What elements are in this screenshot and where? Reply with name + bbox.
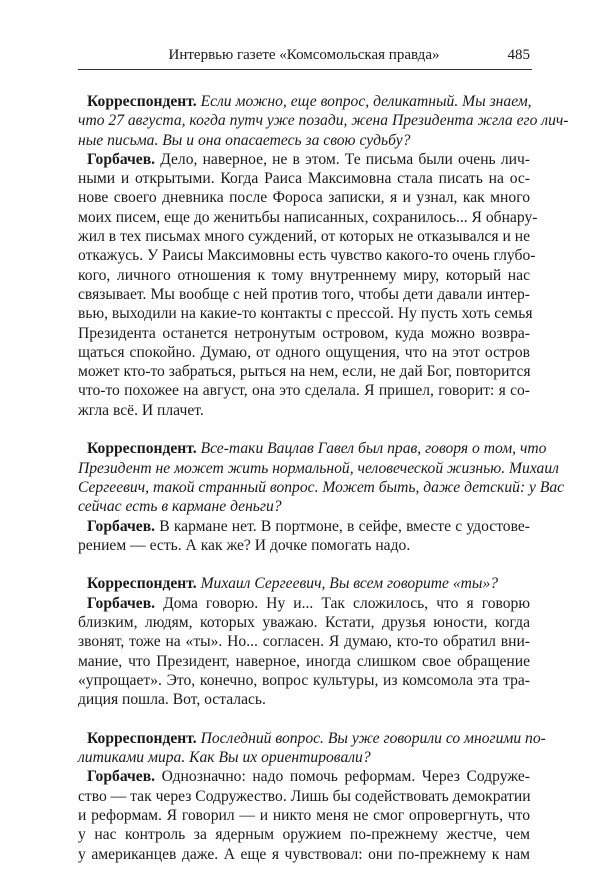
question-paragraph — [78, 574, 530, 593]
text-line — [78, 188, 530, 207]
text-line — [78, 652, 530, 671]
dialogue-block — [78, 439, 565, 555]
question-paragraph — [78, 439, 565, 516]
page-body — [78, 92, 569, 883]
line-text: Сергеевич, такой странный вопрос. Может быть, даже детский: у Вас — [78, 478, 565, 496]
line-text: Президента останется нетронутым островом, куда можно возвра- — [78, 324, 530, 342]
text-line — [78, 304, 533, 323]
dialogue-block — [78, 729, 546, 864]
text-line — [78, 324, 530, 343]
text-line — [78, 169, 530, 188]
answer-paragraph — [78, 767, 530, 863]
text-line — [78, 362, 530, 381]
text-line — [78, 729, 546, 748]
line-text: что-то похожее на август, она это сделала. Я пришел, говорит: я со- — [78, 382, 530, 400]
line-text: звонят, тоже на «ты». Но... согласен. Я думаю, кто-то обратил вни- — [78, 633, 530, 651]
running-header — [78, 47, 530, 67]
line-text: нове своего дневника после Фороса записки, я и узнал, как много — [78, 189, 530, 207]
text-line — [78, 111, 569, 130]
text-line — [78, 439, 547, 458]
text-line — [78, 536, 530, 555]
answer-paragraph — [78, 594, 530, 710]
speaker-label: Горбачев. — [87, 517, 156, 535]
line-text: Последний вопрос. Вы уже говорили со многими по- — [200, 729, 546, 747]
line-text: мание, что Президент, наверное, иногда слишком свое обращение — [78, 652, 530, 670]
line-text: Дома говорю. Ну и... Так сложилось, что я говорю — [163, 594, 530, 612]
line-text: литиками мира. Как Вы их ориентировали? — [78, 749, 371, 767]
running-title: Интервью газете «Комсомольская правда» — [168, 47, 440, 63]
line-text: Все-таки Вацлав Гавел был прав, говоря о том, что — [200, 440, 547, 458]
dialogue-block — [78, 574, 530, 709]
text-line — [78, 401, 530, 420]
line-text: Михаил Сергеевич, Вы всем говорите «ты»? — [200, 575, 499, 593]
line-text: может кто-то забраться, рыться на нем, если, не дай Бог, повторится — [78, 363, 531, 381]
line-text: жил в тех письмах много суждений, от которых не отказывался и не — [78, 228, 530, 246]
line-text: кого, личного отношения к тому внутреннему миру, который нас — [78, 266, 530, 284]
text-line — [78, 150, 530, 169]
line-text: Президент не может жить нормальной, человеческой жизнью. Михаил — [78, 459, 559, 477]
speaker-label: Горбачев. — [87, 594, 156, 612]
speaker-label: Корреспондент. — [87, 93, 197, 110]
line-text: и реформам. Я говорил — и никто меня не смог опровергнуть, что — [78, 806, 530, 824]
text-line — [78, 594, 530, 613]
line-text: вью, выходили на какие-то контакты с прессой. Ну пусть хоть семья — [78, 305, 533, 323]
page-number: 485 — [507, 47, 530, 63]
line-text: щаться спокойно. Думаю, от одного ощущения, что на этот остров — [78, 343, 530, 361]
text-line — [78, 497, 530, 516]
text-line — [78, 787, 530, 806]
text-line — [78, 825, 530, 844]
text-line — [78, 517, 530, 536]
answer-paragraph — [78, 517, 530, 556]
header-rule — [78, 69, 532, 70]
text-line — [78, 208, 538, 227]
text-line — [78, 459, 559, 478]
text-line — [78, 574, 530, 593]
text-line — [78, 806, 530, 825]
speaker-label: Горбачев. — [87, 150, 156, 168]
text-line — [78, 381, 530, 400]
line-text: откажусь. У Раисы Максимовны есть чувство какого-то очень глубо- — [78, 247, 536, 265]
speaker-label: Корреспондент. — [87, 440, 197, 458]
line-text: Если можно, еще вопрос, деликатный. Мы знаем, — [200, 93, 532, 110]
line-text: Однозначно: надо помочь реформам. Через Содруже- — [161, 768, 530, 786]
speaker-label: Корреспондент. — [87, 575, 197, 593]
line-text: жгла всё. И плачет. — [78, 401, 204, 419]
line-text: В кармане нет. В портмоне, в сейфе, вместе с удостове- — [159, 517, 530, 535]
line-text: рением — есть. А как же? И дочке помогать надо. — [78, 536, 411, 554]
line-text: ными и открытыми. Когда Раиса Максимовна стала писать на ос- — [78, 170, 530, 188]
line-text: связывает. Мы вообще с ней против того, чтобы дети давали интер- — [78, 285, 530, 303]
text-line — [78, 227, 530, 246]
text-line — [78, 131, 530, 150]
text-line — [78, 266, 530, 285]
text-line — [78, 748, 530, 767]
line-text: близким, людям, которых уважаю. Кстати, друзья юности, когда — [78, 614, 530, 632]
line-text: ные письма. Вы и она опасаетесь за свою судьбу? — [78, 131, 411, 149]
text-line — [78, 478, 565, 497]
line-text: ство — так через Содружество. Лишь бы содействовать демократии — [78, 787, 531, 805]
line-text: у нас контроль за ядерным оружием по-прежнему жестче, чем — [78, 826, 530, 844]
text-line — [78, 92, 530, 111]
speaker-label: Корреспондент. — [87, 729, 197, 747]
text-line — [78, 343, 530, 362]
text-line — [78, 671, 530, 690]
line-text: сейчас есть в кармане деньги? — [78, 498, 282, 516]
text-line — [78, 845, 530, 864]
text-line — [78, 632, 530, 651]
text-line — [78, 246, 536, 265]
text-line — [78, 613, 530, 632]
answer-paragraph — [78, 150, 538, 420]
line-text: что 27 августа, когда путч уже позади, жена Президента жгла его лич- — [78, 112, 569, 130]
question-paragraph — [78, 92, 569, 150]
line-text: моих писем, еще до женитьбы написанных, сохранилось... Я обнару- — [78, 208, 538, 226]
speaker-label: Горбачев. — [87, 768, 156, 786]
question-paragraph — [78, 729, 546, 768]
dialogue-block — [78, 92, 569, 420]
line-text: Дело, наверное, не в этом. Те письма были очень лич- — [160, 150, 530, 168]
text-line — [78, 285, 530, 304]
line-text: диция пошла. Вот, осталась. — [78, 691, 266, 709]
text-line — [78, 690, 530, 709]
line-text: у американцев даже. А еще я чувствовал: они по-прежнему к нам — [78, 845, 530, 863]
text-line — [78, 767, 530, 786]
line-text: «упрощает». Это, конечно, вопрос культуры, из комсомола эта тра- — [78, 671, 530, 689]
